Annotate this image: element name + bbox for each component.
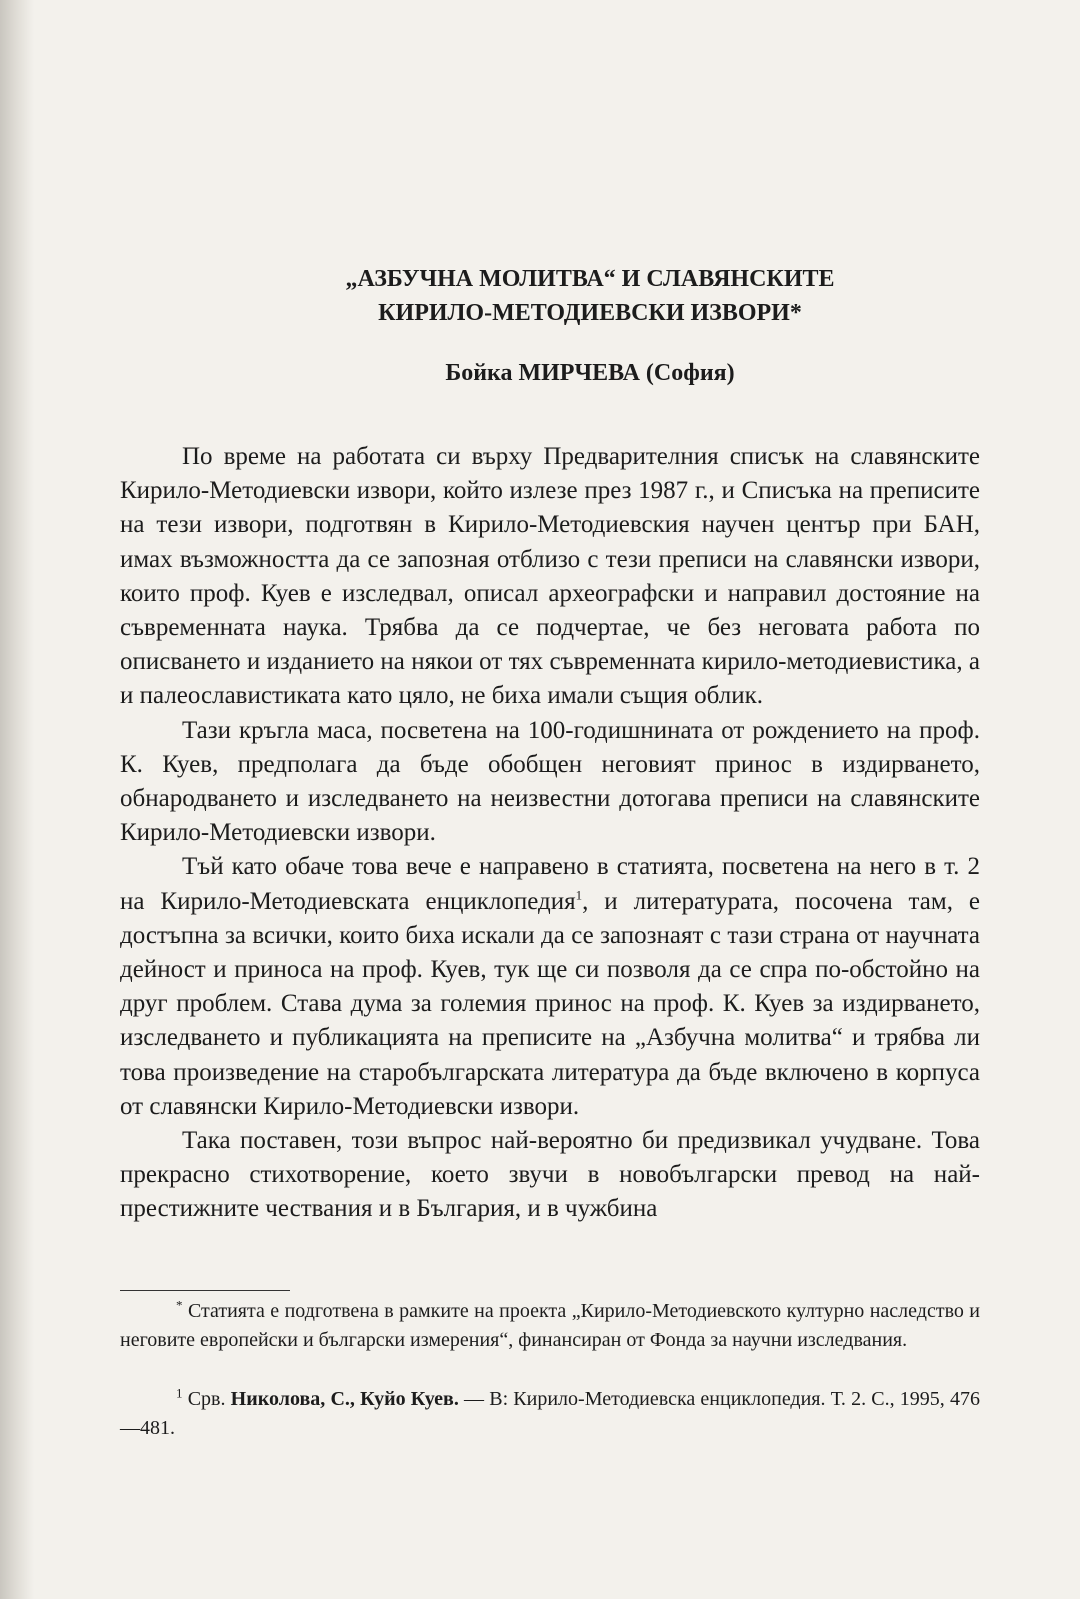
article-title bbox=[200, 262, 980, 330]
paragraph-2: Тази кръгла маса, посветена на 100-годишнината от рождението на проф. К. Куев, предполага да бъде обобщен неговият принос в издирването, обнародването и изследването на неизвестни дотогава преписи на славянските Кирило-Методиевски извори. bbox=[120, 716, 980, 847]
footnote-2-post: — В: Кирило-Методиевска енциклопедия. Т. 2. С., 1995, 476—481. bbox=[120, 1388, 980, 1439]
footnote-2-pre: Срв. bbox=[187, 1388, 231, 1410]
page-gutter-shadow bbox=[0, 0, 34, 1599]
footnote-2 bbox=[120, 1385, 980, 1443]
footnote-ref-1: 1 bbox=[575, 887, 583, 903]
paragraph-3-text-a: Тъй като обаче това вече е направено в статията, посветена на него в т. 2 на Кирило-Методиевската енциклопедия bbox=[120, 853, 980, 915]
footnote-separator bbox=[120, 1290, 290, 1291]
paragraph-3-text-b: , и литературата, посочена там, е достъпна за всички, които биха искали да се запознаят с тази страна от научната дейност и приноса на проф. Куев, тук ще си позволя да се спра по-обстойно на друг проблем. Става дума за големия принос на проф. К. Куев за издирването, изследването и публикацията на преписите на „Азбучна молитва“ и трябва ли това произведение на старобългарската литература да бъде включено в корпуса от славянски Кирило-Методиевски извори. bbox=[120, 887, 980, 1120]
title-line-2: КИРИЛО-МЕТОДИЕВСКИ ИЗВОРИ* bbox=[378, 300, 802, 326]
footnote-1-mark: * bbox=[176, 1297, 183, 1313]
author-line: Бойка МИРЧЕВА (София) bbox=[445, 360, 735, 386]
paragraph-3 bbox=[120, 850, 980, 1124]
article-body bbox=[120, 440, 980, 1227]
footnote-2-mark: 1 bbox=[176, 1385, 183, 1401]
paragraph-1: По време на работата си върху Предварителния списък на славянските Кирило-Методиевски извори, който излезе през 1987 г., и Списъка на преписите на тези извори, подготвян в Кирило-Методиевския научен център при БАН, имах възможността да се запозная отблизо с тези преписи на славянски извори, които проф. Куев е изследвал, описал археографски и направил достояние на съвременната наука. Трябва да се подчертае, че без неговата работа по описването и изданието на някои от тях съвременната кирило-методиевистика, а и палеославистиката като цяло, не биха имали същия облик. bbox=[120, 443, 980, 710]
footnote-1 bbox=[120, 1297, 980, 1355]
footnote-2-bold: Николова, С., Куйо Куев. bbox=[230, 1388, 459, 1410]
footnote-1-text: Статията е подготвена в рамките на проекта „Кирило-Методиевското културно наследство и неговите европейски и български измерения“, финансиран от Фонда за научни изследвания. bbox=[120, 1300, 981, 1351]
title-line-1: „АЗБУЧНА МОЛИТВА“ И СЛАВЯНСКИТЕ bbox=[345, 266, 835, 292]
paragraph-4: Така поставен, този въпрос най-вероятно би предизвикал учудване. Това прекрасно стихотворение, което звучи в новобългарски превод на най-престижните чествания и в България, и в чужбина bbox=[120, 1127, 980, 1223]
